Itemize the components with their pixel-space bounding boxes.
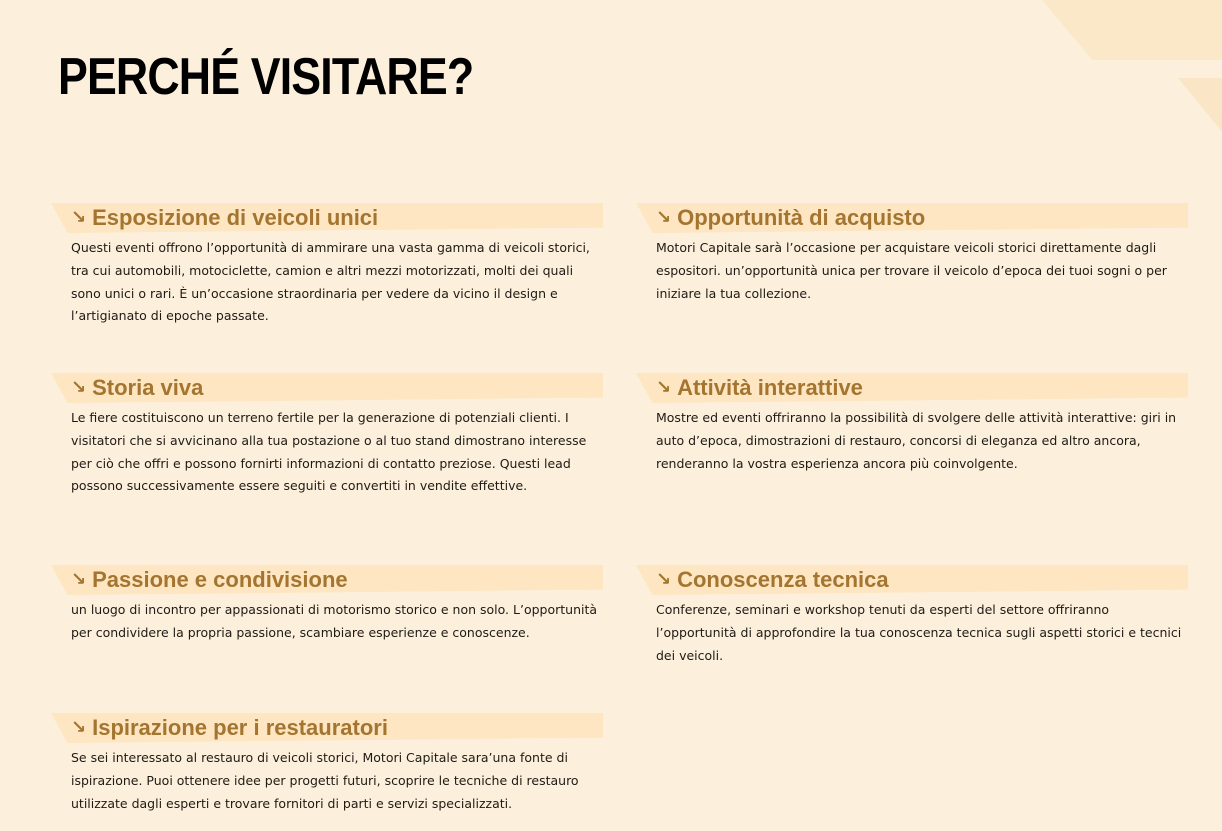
feature-card-text: Motori Capitale sarà l’occasione per acquistare veicoli storici direttamente dagli espositori. un’opportunità unica per trovare il veicolo d’epoca dei tuoi sogni o per iniziare la tua collezione. bbox=[656, 240, 1167, 301]
arrow-down-right-icon: ↘ bbox=[656, 207, 672, 228]
feature-card-title: Conoscenza tecnica bbox=[677, 567, 889, 592]
feature-card-heading bbox=[636, 203, 1188, 233]
feature-card-esposizione bbox=[51, 203, 603, 328]
feature-card-text: Se sei interessato al restauro di veicoli storici, Motori Capitale sara’una fonte di ispirazione. Puoi ottenere idee per progetti futuri, scoprire le tecniche di restauro utilizzate dagli esperti e trovare fornitori di parti e servizi specializzati. bbox=[71, 750, 579, 811]
feature-card-heading bbox=[51, 713, 603, 743]
feature-card-ispirazione bbox=[51, 713, 603, 815]
feature-card-text: Le fiere costituiscono un terreno fertile per la generazione di potenziali clienti. I visitatori che si avvicinano alla tua postazione o al tuo stand dimostrano interesse per ciò che offri e possono fornirti informazioni di contatto preziose. Questi lead possono successivamente essere seguiti e convertiti in vendite effettive. bbox=[71, 410, 587, 494]
feature-card-heading bbox=[51, 373, 603, 403]
feature-card-heading bbox=[636, 565, 1188, 595]
feature-card-text: Mostre ed eventi offriranno la possibilità di svolgere delle attività interattive: giri in auto d’epoca, dimostrazioni di restauro, concorsi di eleganza ed altro ancora, renderanno la vostra esperienza ancora più coinvolgente. bbox=[656, 410, 1177, 471]
page-title: PERCHÉ VISITARE? bbox=[58, 48, 474, 106]
feature-card-title: Passione e condivisione bbox=[92, 567, 348, 592]
arrow-down-right-icon: ↘ bbox=[71, 717, 87, 738]
feature-card-heading bbox=[636, 373, 1188, 403]
feature-card-acquisto bbox=[636, 203, 1188, 305]
feature-card-title: Attività interattive bbox=[677, 375, 863, 400]
feature-card-storia bbox=[51, 373, 603, 498]
arrow-down-right-icon: ↘ bbox=[71, 569, 87, 590]
feature-card-heading bbox=[51, 565, 603, 595]
corner-decoration bbox=[1042, 0, 1222, 60]
arrow-down-right-icon: ↘ bbox=[656, 569, 672, 590]
feature-card-text: Conferenze, seminari e workshop tenuti da esperti del settore offriranno l’opportunità di approfondire la tua conoscenza tecnica sugli aspetti storici e tecnici dei veicoli. bbox=[656, 602, 1182, 663]
feature-card-title: Opportunità di acquisto bbox=[677, 205, 926, 230]
feature-card-text: Questi eventi offrono l’opportunità di ammirare una vasta gamma di veicoli storici, tra cui automobili, motociclette, camion e altri mezzi motorizzati, molti dei quali sono unici o rari. È un’occasione straordinaria per vedere da vicino il design e l’artigianato di epoche passate. bbox=[71, 240, 590, 324]
feature-card-heading bbox=[51, 203, 603, 233]
corner-decoration-small bbox=[1178, 78, 1222, 132]
feature-card-text: un luogo di incontro per appassionati di motorismo storico e non solo. L’opportunità per condividere la propria passione, scambiare esperienze e conoscenze. bbox=[71, 602, 598, 640]
arrow-down-right-icon: ↘ bbox=[71, 377, 87, 398]
feature-card-attivita bbox=[636, 373, 1188, 475]
feature-card-conoscenza bbox=[636, 565, 1188, 667]
feature-card-title: Esposizione di veicoli unici bbox=[92, 205, 379, 230]
feature-card-title: Storia viva bbox=[92, 375, 204, 400]
arrow-down-right-icon: ↘ bbox=[656, 377, 672, 398]
feature-card-passione bbox=[51, 565, 603, 645]
feature-card-title: Ispirazione per i restauratori bbox=[92, 715, 388, 740]
arrow-down-right-icon: ↘ bbox=[71, 207, 87, 228]
